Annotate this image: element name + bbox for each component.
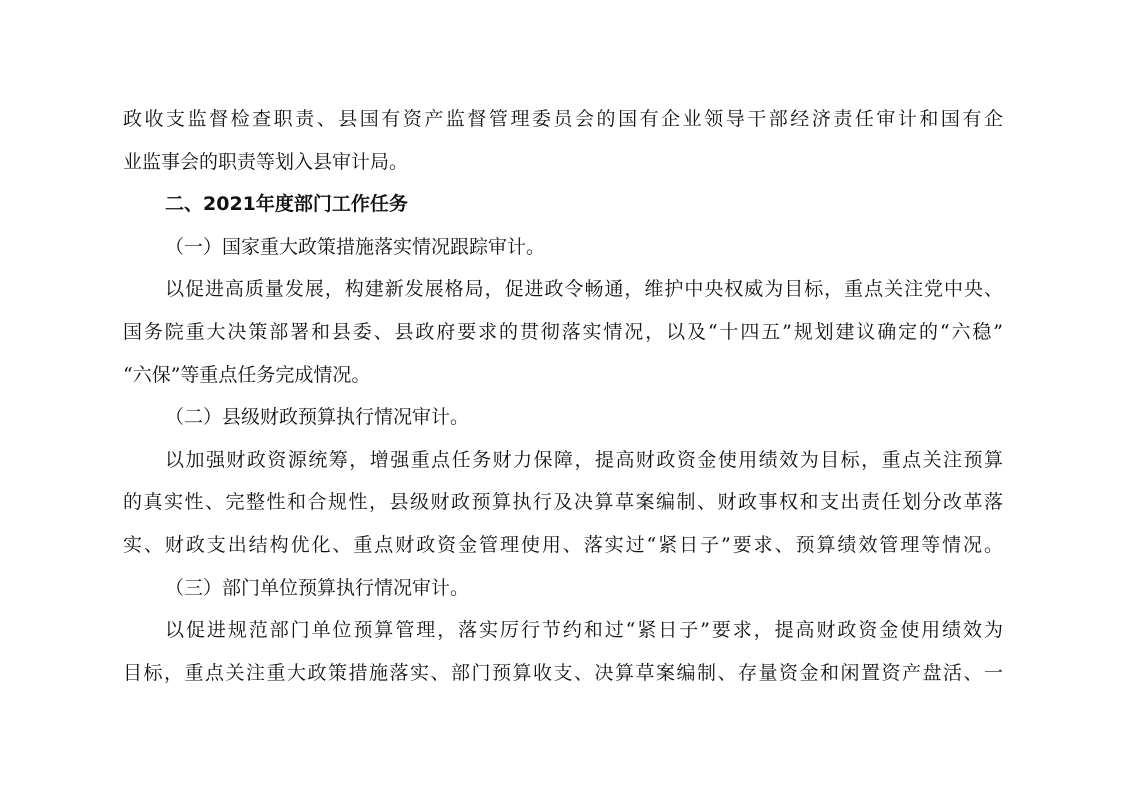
document-body [123, 98, 1003, 694]
section-heading: 二、2021年度部门工作任务 [165, 193, 408, 216]
paragraph-line: 国务院重大决策部署和县委、县政府要求的贯彻落实情况，以及“十四五”规划建议确定的“六稳” [123, 320, 1003, 343]
paragraph-line: 业监事会的职责等划入县审计局。 [123, 150, 409, 173]
paragraph-line: 实、财政支出结构优化、重点财政资金管理使用、落实过“紧日子”要求、预算绩效管理等情况。 [123, 533, 1003, 556]
paragraph-line: 目标，重点关注重大政策措施落实、部门预算收支、决算草案编制、存量资金和闲置资产盘活、一 [123, 661, 1003, 684]
paragraph-line: “六保”等重点任务完成情况。 [123, 363, 371, 386]
paragraph-line: 的真实性、完整性和合规性，县级财政预算执行及决算草案编制、财政事权和支出责任划分改革落 [123, 491, 1003, 514]
paragraph-line: 以加强财政资源统筹，增强重点任务财力保障，提高财政资金使用绩效为目标，重点关注预算 [165, 448, 1003, 471]
paragraph-line: 以促进高质量发展，构建新发展格局，促进政令畅通，维护中央权威为目标，重点关注党中央、 [165, 278, 1003, 301]
subsection-heading: （二）县级财政预算执行情况审计。 [165, 406, 470, 429]
subsection-heading: （一）国家重大政策措施落实情况跟踪审计。 [165, 235, 546, 258]
paragraph-line: 以促进规范部门单位预算管理，落实厉行节约和过“紧日子”要求，提高财政资金使用绩效为 [165, 619, 1003, 642]
paragraph-line: 政收支监督检查职责、县国有资产监督管理委员会的国有企业领导干部经济责任审计和国有企 [123, 108, 1003, 130]
subsection-heading: （三）部门单位预算执行情况审计。 [165, 576, 470, 599]
